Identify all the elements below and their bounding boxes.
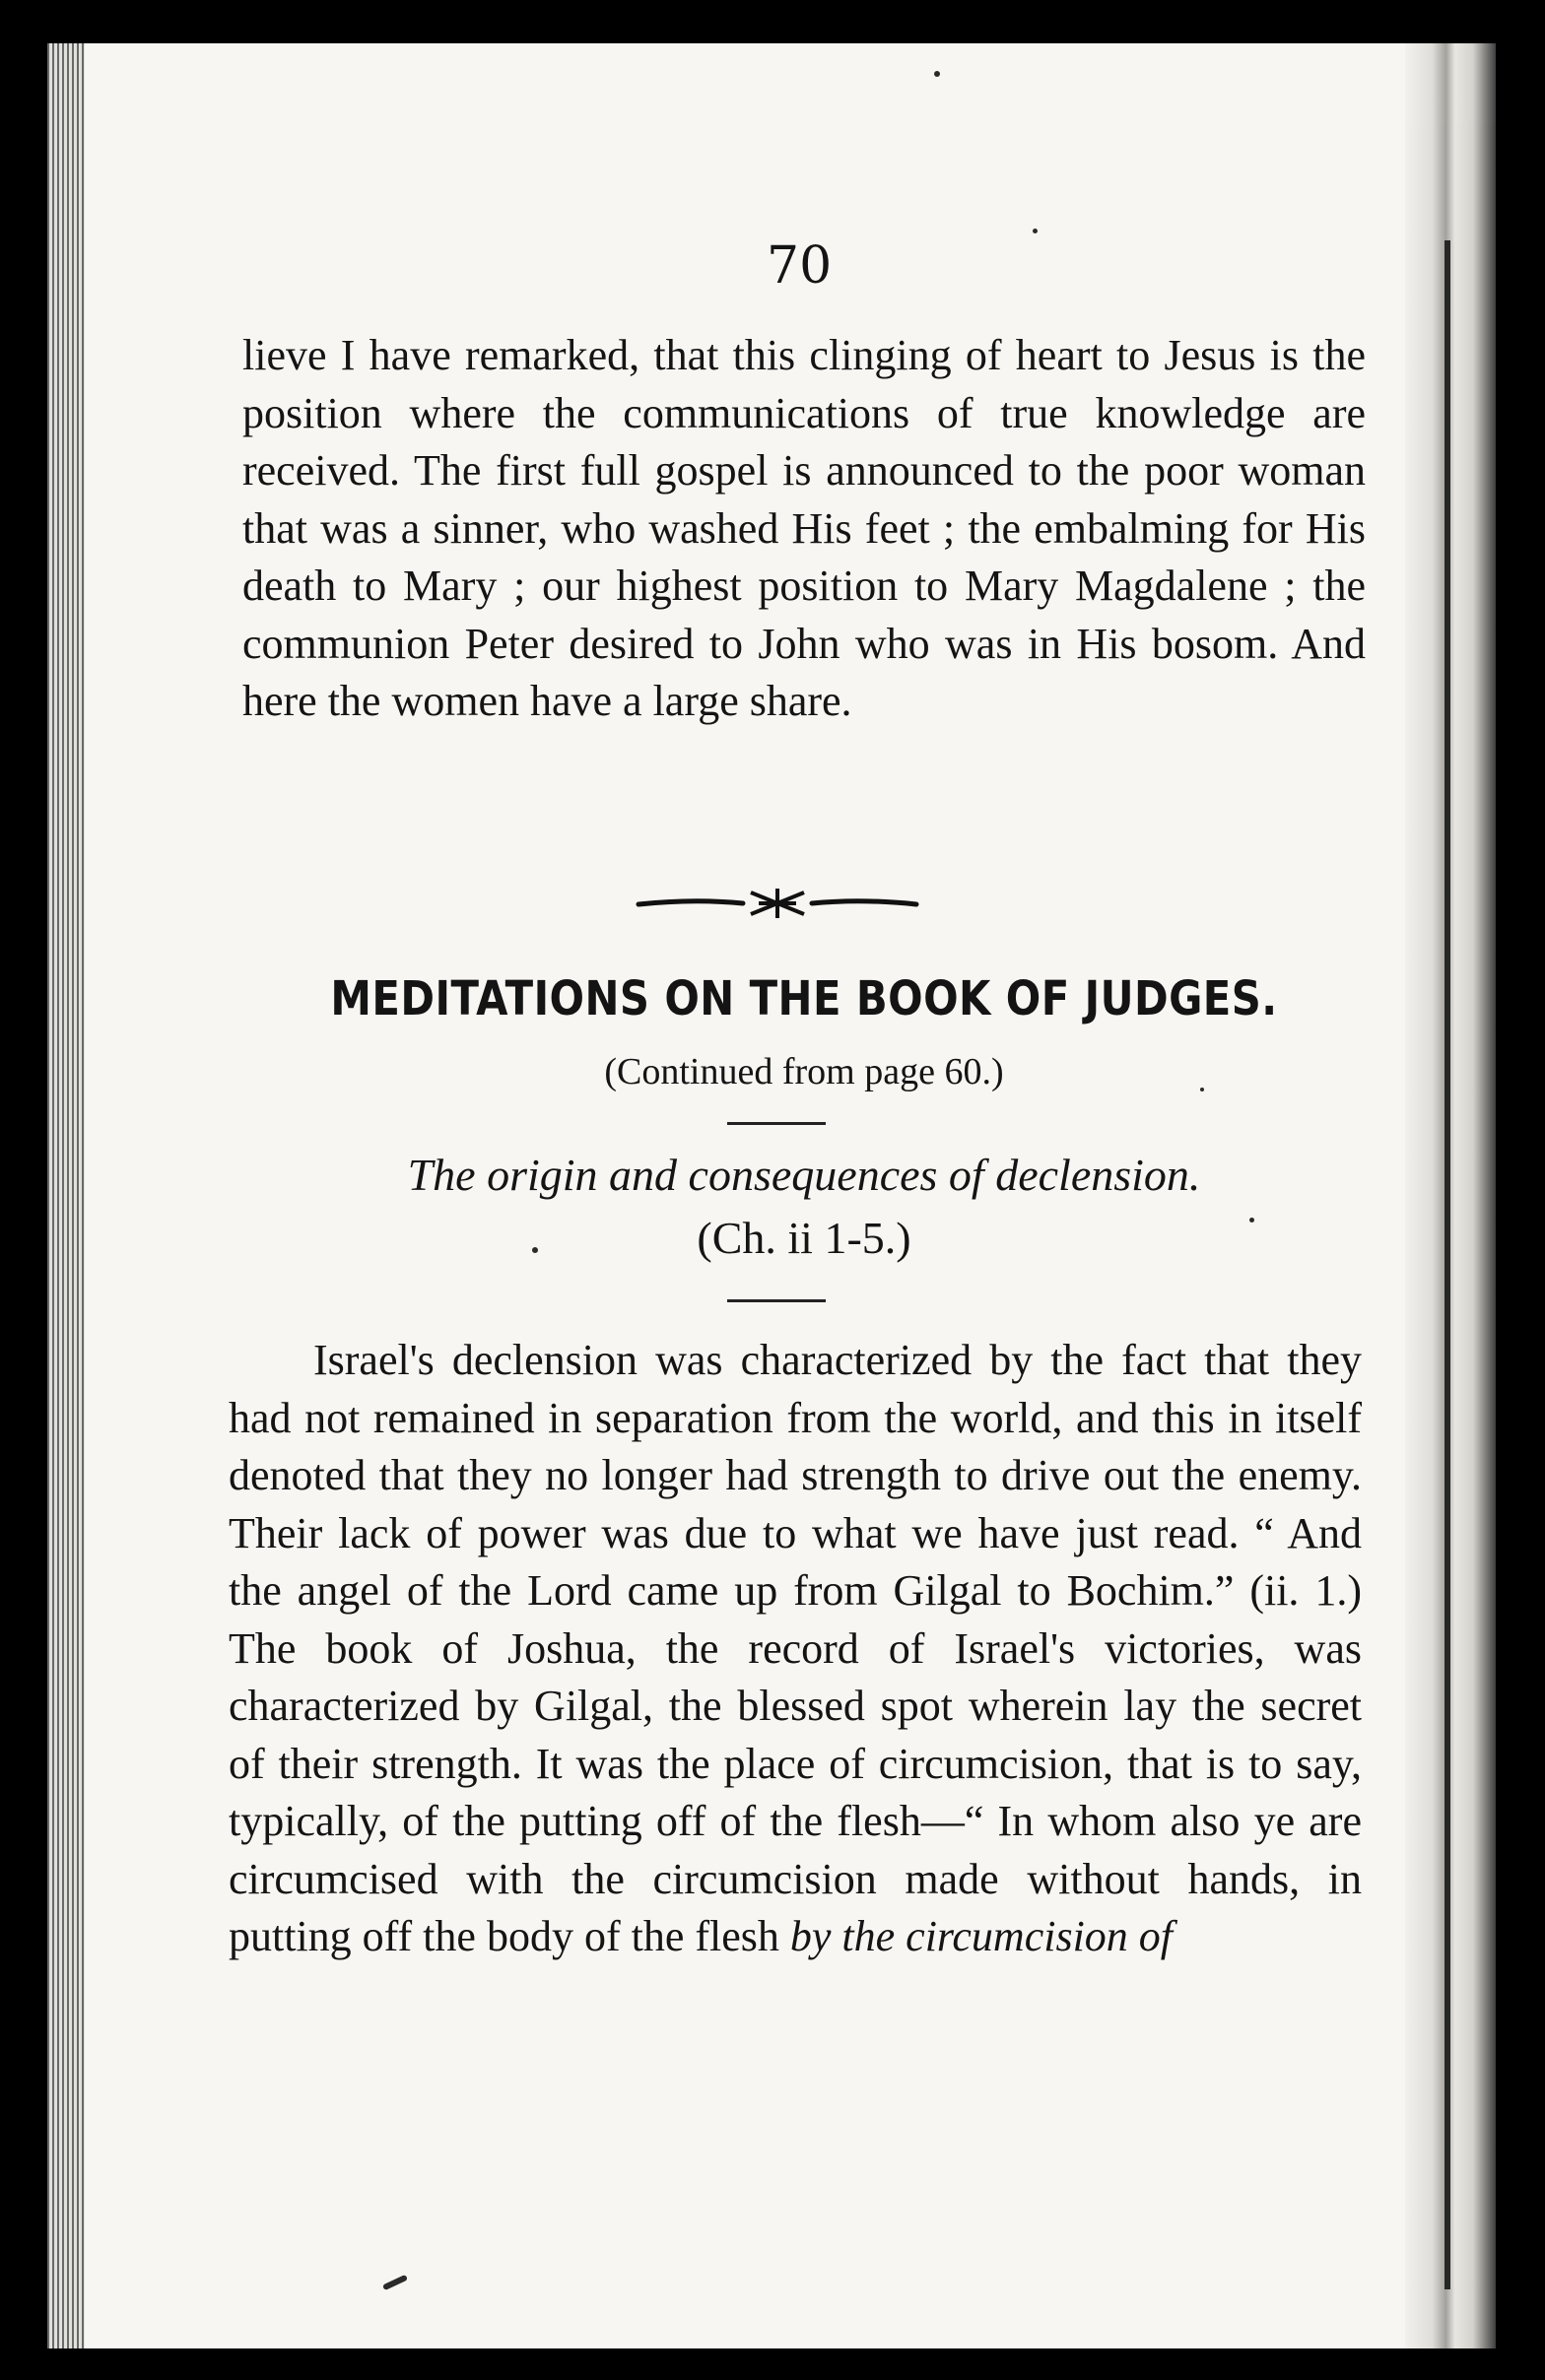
italic-phrase: by the circumcision of bbox=[789, 1912, 1174, 1960]
subheading-rule bbox=[727, 1299, 826, 1302]
scan-speck bbox=[532, 1247, 538, 1253]
paragraph-text: Israel's declension was characterized by the fact that they had not remained in separation from the world, and this in itself denoted that they no longer had strength to drive out the enemy. Their lack of power was due to what we have just read. “ And the angel of the Lord came up from Gilgal to Bochim.” (ii. 1.) The book of Joshua, the record of Israel's victories, was characterized by Gilgal, the blessed spot wherein lay the secret of their strength. It was the place of circumcision, that is to say, typically, of the putting off of the flesh—“ In whom also ye are circumcised with the circumcision made without hands, in putting off the body of the flesh bbox=[229, 1336, 1362, 1960]
scan-speck bbox=[1249, 1218, 1254, 1223]
scan-speck bbox=[1033, 229, 1038, 233]
scan-speck bbox=[934, 71, 940, 77]
continued-note: (Continued from page 60.) bbox=[604, 1051, 1004, 1092]
page-number: 70 bbox=[767, 236, 833, 296]
scan-speck bbox=[1200, 1088, 1204, 1091]
scan-speck bbox=[382, 2275, 408, 2290]
paragraph-text: lieve I have remarked, that this clinging of heart to Jesus is the position where the communications of true knowledge are received. The first full gospel is announced to the poor woman that was a sinner, who washed His feet ; the embalming for His death to Mary ; our highest position to Mary Magdalene ; the communion Peter desired to John who was in His bosom. And here the women have a large share. bbox=[242, 331, 1366, 725]
continued-paragraph bbox=[242, 327, 1366, 731]
section-heading: MEDITATIONS ON THE BOOK OF JUDGES. bbox=[330, 971, 1278, 1026]
meditation-paragraph bbox=[229, 1332, 1362, 1966]
heading-rule bbox=[727, 1122, 826, 1125]
book-page bbox=[47, 43, 1496, 2348]
chapter-reference: (Ch. ii 1-5.) bbox=[697, 1213, 911, 1263]
section-subheading: The origin and consequences of declension. bbox=[407, 1150, 1201, 1200]
section-ornament bbox=[635, 883, 920, 922]
page-content bbox=[47, 43, 1496, 2348]
paragraph-body bbox=[229, 1332, 1362, 1966]
